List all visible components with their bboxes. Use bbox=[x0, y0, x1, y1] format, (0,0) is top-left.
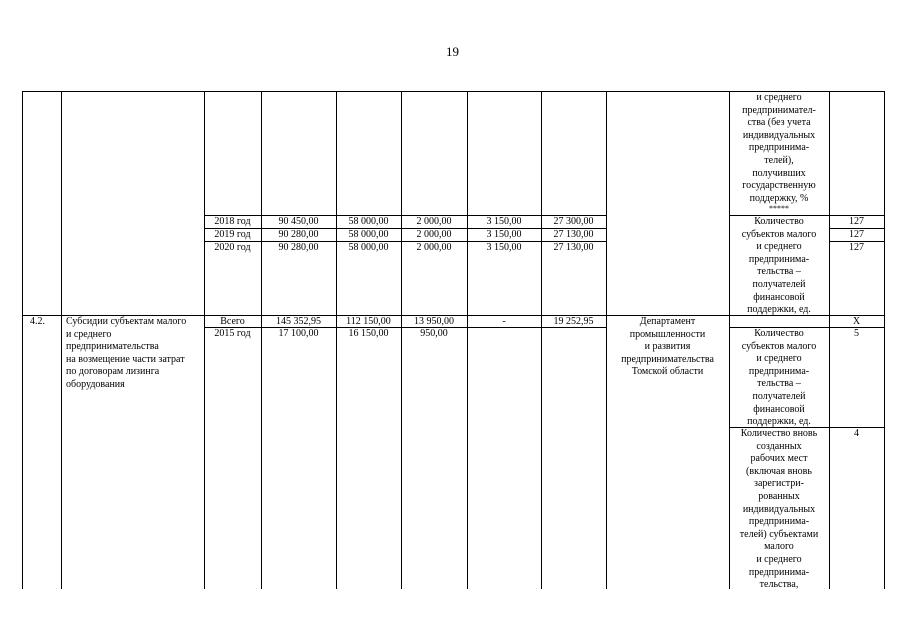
text-line: и среднего bbox=[756, 353, 802, 365]
year-cell: Всего bbox=[220, 316, 245, 327]
value-cell: 3 150,00 bbox=[486, 242, 522, 253]
text-line: предпринима- bbox=[748, 365, 810, 377]
page-number: 19 bbox=[446, 44, 459, 59]
value-cell: 2 000,00 bbox=[416, 216, 452, 227]
text-line: финансовой bbox=[753, 403, 805, 415]
value-cell: 19 252,95 bbox=[553, 316, 594, 327]
text-line: получателей bbox=[752, 278, 806, 290]
target-cell: 127 bbox=[849, 229, 864, 240]
text-line: Количество вновь bbox=[740, 428, 818, 439]
text-line: ства (без учета bbox=[747, 117, 811, 129]
text-line: и среднего bbox=[756, 241, 802, 253]
text-line: Субсидии субъектам малого bbox=[66, 316, 187, 327]
text-line: Департамент bbox=[639, 316, 696, 327]
value-cell: 2 000,00 bbox=[416, 242, 452, 253]
text-line: субъектов малого bbox=[741, 340, 817, 352]
text-line: финансовой bbox=[753, 291, 805, 303]
text-line: на возмещение части затрат bbox=[66, 353, 185, 365]
text-line: рабочих мест bbox=[750, 453, 808, 465]
value-cell: 17 100,00 bbox=[278, 328, 319, 339]
text-line: предпринимател- bbox=[742, 104, 816, 116]
target-cell: 127 bbox=[849, 216, 864, 227]
value-cell: - bbox=[502, 316, 506, 327]
text-line: и среднего bbox=[756, 553, 802, 565]
text-line: предпринимательства bbox=[66, 341, 159, 353]
text-line: (включая вновь bbox=[746, 465, 812, 477]
text-line: зарегистри- bbox=[754, 478, 804, 490]
text-line: получателей bbox=[752, 390, 806, 402]
text-line: предпринима- bbox=[748, 516, 810, 528]
value-cell: 112 150,00 bbox=[346, 316, 391, 327]
text-line: и развития bbox=[644, 341, 691, 353]
result-indicator-continued bbox=[729, 92, 829, 212]
text-line: ***** bbox=[769, 204, 789, 214]
text-line: поддержки, ед. bbox=[747, 304, 811, 316]
text-line: государственную bbox=[742, 180, 816, 192]
text-line: созданных bbox=[756, 440, 802, 452]
text-line: предпринимательства bbox=[621, 353, 714, 365]
value-cell: 16 150,00 bbox=[348, 328, 389, 339]
table-border-left bbox=[22, 91, 23, 589]
text-line: телей), bbox=[764, 154, 794, 166]
text-line: поддержку, % bbox=[749, 192, 809, 204]
indicator-cell bbox=[729, 328, 829, 429]
year-cell: 2020 год bbox=[214, 242, 251, 253]
value-cell: 27 130,00 bbox=[553, 229, 594, 240]
text-line: тельства – bbox=[757, 266, 801, 278]
text-line: поддержки, ед. bbox=[747, 416, 811, 428]
text-line: телей) субъектами bbox=[739, 528, 819, 540]
value-cell: 58 000,00 bbox=[348, 242, 389, 253]
text-line: Количество bbox=[754, 216, 804, 227]
target-cell: 4 bbox=[854, 428, 859, 439]
text-line: промышленности bbox=[629, 328, 706, 340]
text-line: тельства – bbox=[757, 378, 801, 390]
text-line: Количество bbox=[754, 328, 804, 339]
col-divider bbox=[61, 91, 62, 589]
text-line: индивидуальных bbox=[742, 503, 816, 515]
value-cell: 58 000,00 bbox=[348, 229, 389, 240]
value-cell: 3 150,00 bbox=[486, 216, 522, 227]
target-cell: 127 bbox=[849, 242, 864, 253]
text-line: индивидуальных bbox=[742, 129, 816, 141]
indicator-cell bbox=[729, 428, 829, 592]
text-line: получивших bbox=[752, 167, 806, 179]
value-cell: 27 130,00 bbox=[553, 242, 594, 253]
text-line: и среднего bbox=[66, 328, 112, 340]
text-line: тельства, bbox=[759, 579, 799, 591]
text-line: предпринима- bbox=[748, 566, 810, 578]
text-line: предпринима- bbox=[748, 253, 810, 265]
value-cell: 90 280,00 bbox=[278, 229, 319, 240]
item-name bbox=[66, 316, 186, 392]
year-cell: 2015 год bbox=[214, 328, 251, 339]
indicator-cell bbox=[729, 216, 829, 317]
value-cell: 3 150,00 bbox=[486, 229, 522, 240]
value-cell: 13 950,00 bbox=[414, 316, 454, 327]
target-cell: 5 bbox=[854, 328, 859, 339]
year-cell: 2018 год bbox=[214, 216, 251, 227]
value-cell: 2 000,00 bbox=[416, 229, 452, 240]
text-line: предпринима- bbox=[748, 142, 810, 154]
col-divider bbox=[541, 91, 542, 589]
value-cell: 58 000,00 bbox=[348, 216, 389, 227]
text-line: малого bbox=[764, 541, 794, 553]
target-cell: Х bbox=[852, 316, 861, 327]
value-cell: 27 300,00 bbox=[553, 216, 594, 227]
text-line: субъектов малого bbox=[741, 228, 817, 240]
item-number: 4.2. bbox=[30, 316, 45, 327]
value-cell: 90 280,00 bbox=[278, 242, 319, 253]
text-line: и среднего bbox=[756, 92, 802, 103]
text-line: по договорам лизинга bbox=[66, 366, 160, 378]
value-cell: 950,00 bbox=[420, 328, 448, 339]
year-cell: 2019 год bbox=[214, 229, 251, 240]
value-cell: 145 352,95 bbox=[276, 316, 321, 327]
col-divider bbox=[467, 91, 468, 589]
text-line: оборудования bbox=[66, 378, 125, 390]
table-border-right bbox=[884, 91, 885, 589]
text-line: рованных bbox=[758, 490, 800, 502]
executor-cell bbox=[606, 316, 729, 379]
value-cell: 90 450,00 bbox=[278, 216, 319, 227]
text-line: Томской области bbox=[631, 366, 704, 378]
